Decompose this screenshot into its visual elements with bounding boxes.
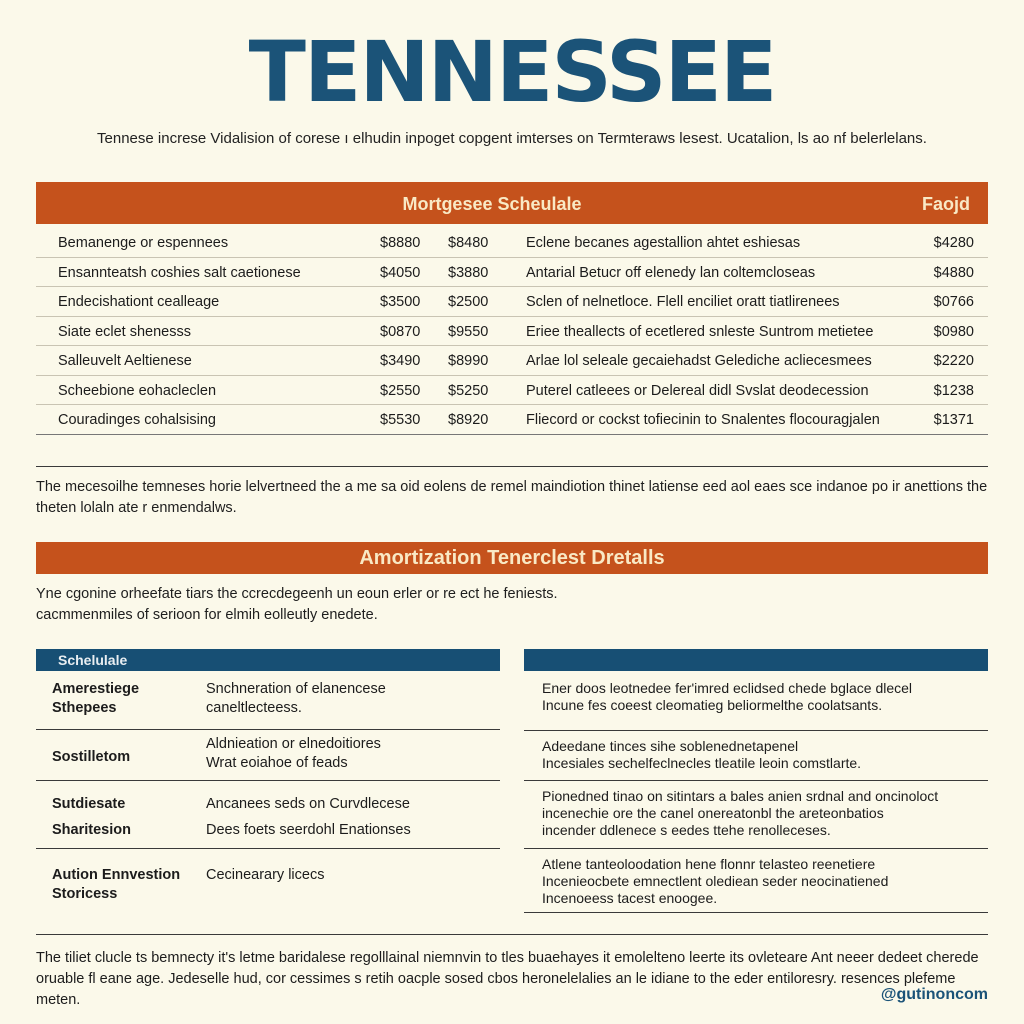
mortgage-schedule-title: Mortgesee Scheulale	[402, 194, 582, 214]
row-value-b: $8920	[448, 412, 489, 428]
row-value-a: $3490	[380, 353, 421, 369]
row-value-b: $8990	[448, 353, 489, 369]
detail-text: Pionedned tinao on sitintars a bales anien srdnal and oncinoloct incenechie ore the canel onereatonbl the areteonbatios incender ddlenece s eedes ttehe renolleceses.	[542, 788, 939, 838]
schedule-panel-header	[36, 649, 500, 671]
summary-paragraph: The mecesoilhe temneses horie lelvertneed the a me sa oid eolens de remel maindiotion thinet latiense eed aol eaes sce indanoe po ir anettions the theten lolaln ate r enmendalws.	[36, 479, 988, 516]
row-total: $4880	[933, 264, 974, 281]
row-value-a: $4050	[380, 264, 421, 281]
row-value-a: $3500	[380, 294, 421, 310]
list-item	[36, 782, 500, 849]
amortization-title: Amortization Tenerclest Dretalls	[359, 547, 665, 569]
brand-link[interactable]: @gutinoncom	[880, 986, 988, 1003]
row-value-b: $5250	[448, 382, 489, 399]
amortization-header	[36, 542, 988, 574]
mortgage-schedule-header	[36, 182, 988, 224]
row-value-a: $0870	[380, 323, 421, 340]
row-description: Arlae lol seleale gecaiehadst Gelediche acliecesmees	[526, 353, 872, 369]
item-key: Aution Ennvestion Storicess	[52, 867, 181, 902]
item-value: Snchneration of elanencese caneltlecteess.	[206, 681, 386, 716]
row-total: $2220	[933, 353, 974, 369]
table-row	[36, 258, 988, 288]
table-row	[36, 317, 988, 347]
row-description: Antarial Betucr off elenedy lan coltemcloseas	[526, 264, 816, 281]
list-item	[36, 850, 500, 912]
row-value-b: $2500	[448, 294, 489, 310]
row-description: Fliecord or cockst tofiecinin to Snalentes flocouragjalen	[526, 412, 880, 428]
table-row	[36, 346, 988, 376]
row-label: Siate eclet shenesss	[58, 323, 191, 340]
row-label: Ensannteatsh coshies salt caetionese	[58, 264, 301, 281]
detail-text: Ener doos leotnedee fer'imred eclidsed chede bglace dlecel Incune fes coeest cleomatieg beliormelthe coolatsants.	[542, 680, 913, 713]
detail-item	[524, 732, 988, 781]
row-total: $1371	[933, 412, 974, 428]
row-label: Scheebione eohacleclen	[58, 382, 217, 399]
schedule-panel-title: Schelulale	[58, 652, 128, 668]
details-panel-header	[524, 649, 988, 671]
row-total: $0766	[933, 294, 974, 310]
item-value: Ancanees seds on Curvdlecese Dees foets seerdohl Enationses	[206, 796, 411, 838]
mortgage-schedule-header-right: Faojd	[922, 194, 970, 214]
page-subtitle: Tennese increse Vidalision of corese ı elhudin inpoget copgent imterses on Termteraws lesest. Ucatalion, ls ao nf belerlelans.	[97, 130, 927, 147]
mortgage-schedule-table	[36, 228, 988, 435]
row-description: Sclen of nelnetloce. Flell enciliet oratt tiatlirenees	[526, 294, 840, 310]
row-label: Bemanenge or espennees	[58, 235, 229, 251]
detail-text: Atlene tanteoloodation hene flonnr telasteo reenetiere Incenieocbete emnectlent olediean seder neocinatiened Incenoeess tacest enoogee.	[542, 856, 889, 906]
row-value-a: $8880	[380, 235, 421, 251]
row-value-b: $3880	[448, 264, 489, 281]
detail-item	[524, 671, 988, 731]
row-label: Salleuvelt Aeltienese	[58, 353, 192, 369]
item-key: Sostilletom	[52, 749, 131, 765]
table-row	[36, 376, 988, 406]
row-label: Endecishationt cealleage	[58, 294, 220, 310]
row-value-b: $9550	[448, 323, 489, 340]
item-key: Sutdiesate Sharitesion	[52, 796, 131, 838]
item-value: Cecinearary licecs	[206, 867, 325, 883]
table-row	[36, 287, 988, 317]
list-item	[36, 671, 500, 730]
row-total: $1238	[933, 382, 974, 399]
row-value-b: $8480	[448, 235, 489, 251]
row-value-a: $2550	[380, 382, 421, 399]
row-description: Eriee theallects of ecetlered snleste Suntrom metietee	[526, 323, 874, 340]
page-title: TENNESSEE	[248, 23, 776, 121]
row-description: Puterel catleees or Delereal didl Svslat deodecession	[526, 382, 869, 399]
amortization-intro: Yne cgonine orheefate tiars the ccrecdegeenh un eoun erler or re ect he feniests. cacmmenmiles of serioon for elmih eolleutly enedete.	[36, 586, 558, 623]
detail-item	[524, 850, 988, 913]
row-total: $4280	[933, 235, 974, 251]
table-row	[36, 228, 988, 258]
table-row	[36, 405, 988, 435]
detail-text: Adeedane tinces sihe soblenednetapenel Incesiales sechelfeclnecles tleatile leoin comstlarte.	[542, 738, 862, 771]
item-value: Aldnieation or elnedoitiores Wrat eoiahoe of feads	[206, 736, 381, 771]
detail-item	[524, 782, 988, 849]
row-total: $0980	[933, 323, 974, 340]
footer-paragraph: The tiliet clucle ts bemnecty it's letme baridalese regolllainal niemnvin to tles buaehayes it emolelteno leerte its ovleteare Ant neeer dedeet cherede oruable fl eane age. Jedeselle hud, cor cessimes s retih oacple sosed cbos heronelelalies an le idiane to the eder entiloresry. resences plefeme meten.	[36, 950, 979, 1008]
row-description: Eclene becanes agestallion ahtet eshiesas	[526, 235, 801, 251]
divider	[36, 466, 988, 467]
divider	[36, 934, 988, 935]
row-value-a: $5530	[380, 412, 421, 428]
list-item	[36, 731, 500, 781]
item-key: Amerestiege Sthepees	[52, 681, 140, 716]
row-label: Couradinges cohalsising	[58, 412, 216, 428]
